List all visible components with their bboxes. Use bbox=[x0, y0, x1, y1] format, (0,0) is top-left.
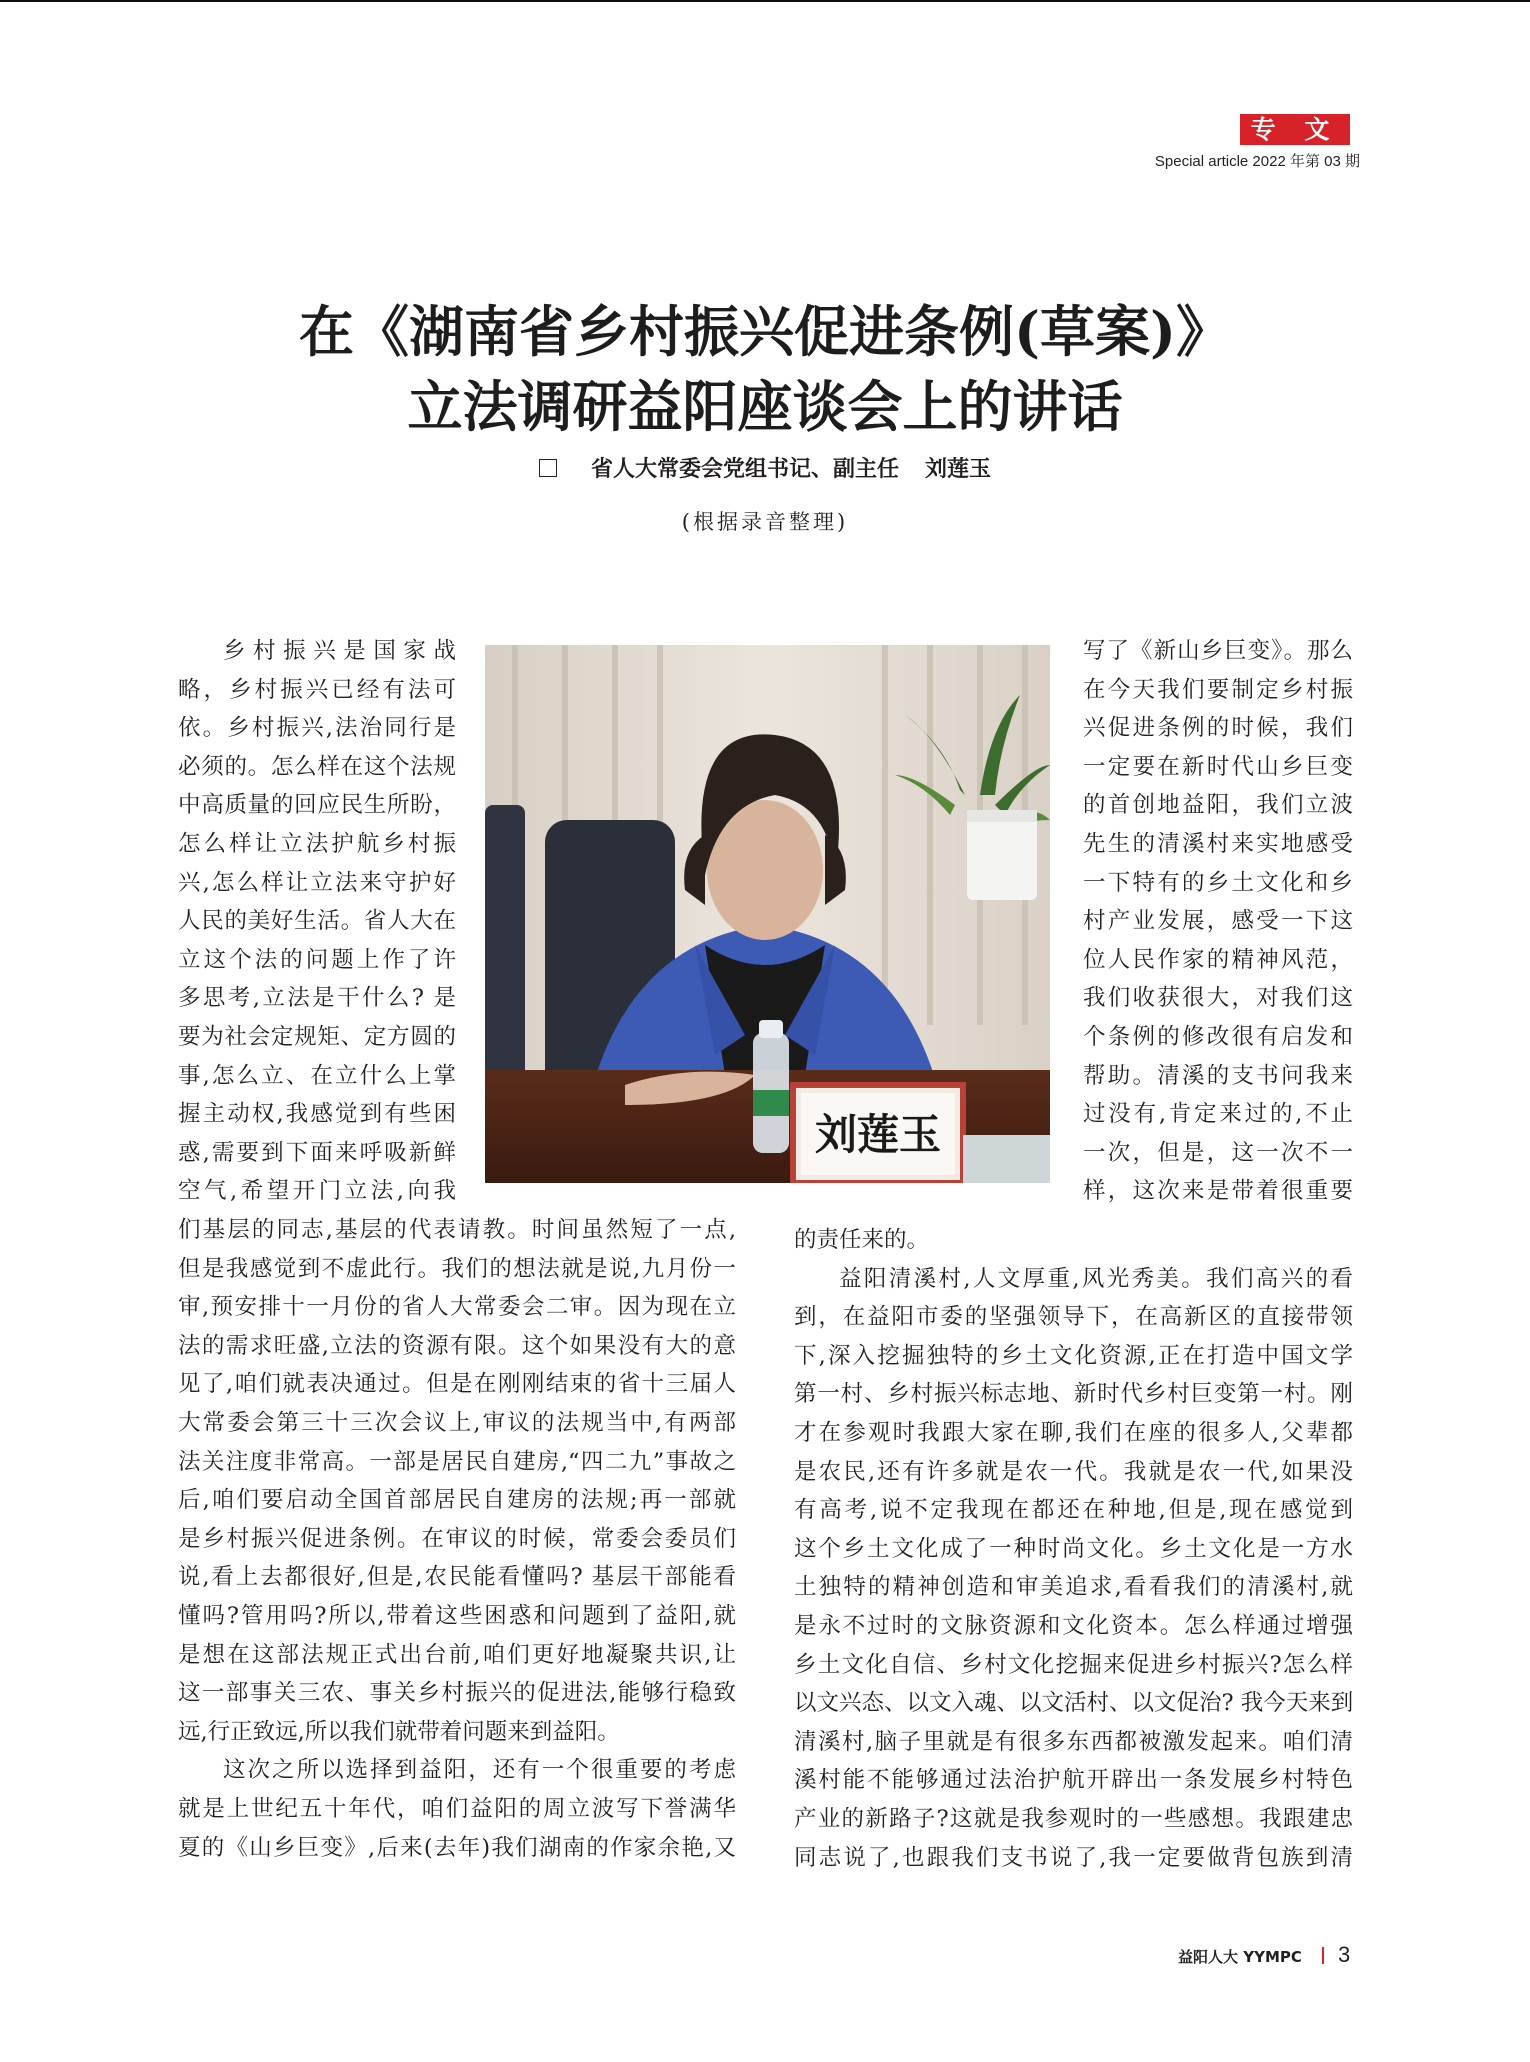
right-column-wrap bbox=[1083, 632, 1353, 1211]
text-line: 兴,怎么样让立法来守护好 bbox=[178, 869, 456, 896]
text-line: 一定要在新时代山乡巨变 bbox=[1083, 753, 1353, 780]
left-column-wrap bbox=[178, 632, 456, 1211]
author-byline bbox=[0, 452, 1530, 483]
text-line: 法关注度非常高。一部是居民自建房,“四二九”事故之 bbox=[178, 1448, 736, 1475]
text-line: 先生的清溪村来实地感受 bbox=[1083, 830, 1353, 857]
text-line: 个条例的修改很有启发和 bbox=[1083, 1023, 1353, 1050]
text-line: 溪村能不能够通过法治护航开辟出一条发展乡村特色 bbox=[794, 1767, 1353, 1794]
author-name: 刘莲玉 bbox=[925, 457, 992, 482]
text-line: 握主动权,我感觉到有些困 bbox=[178, 1101, 456, 1128]
text-line: 怎么样让立法护航乡村振 bbox=[178, 830, 456, 857]
text-line: 我们收获很大，对我们这 bbox=[1083, 985, 1353, 1012]
text-line: 就是上世纪五十年代，咱们益阳的周立波写下誉满华 bbox=[178, 1795, 736, 1822]
section-badge: 专 文 bbox=[1240, 114, 1350, 145]
text-line: 必须的。怎么样在这个法规 bbox=[178, 753, 456, 780]
text-line: 这次之所以选择到益阳，还有一个很重要的考虑 bbox=[223, 1757, 736, 1784]
text-line: 一次，但是，这一次不一 bbox=[1083, 1139, 1353, 1166]
text-line: 下,深入挖掘独特的乡土文化资源,正在打造中国文学 bbox=[794, 1342, 1353, 1369]
text-line: 村产业发展，感受一下这 bbox=[1083, 908, 1353, 935]
issue-line: Special article 2022 年第 03 期 bbox=[1154, 153, 1360, 170]
speaker-photo bbox=[485, 645, 1050, 1183]
text-line: 产业的新路子?这就是我参观时的一些感想。我跟建忠 bbox=[794, 1805, 1353, 1832]
text-line: 立这个法的问题上作了许 bbox=[178, 946, 456, 973]
text-line: 要为社会定规矩、定方圆的 bbox=[178, 1023, 456, 1050]
text-line: 是想在这部法规正式出台前,咱们更好地凝聚共识,让 bbox=[178, 1641, 736, 1668]
text-line: 是永不过时的文脉资源和文化资本。怎么样通过增强 bbox=[794, 1612, 1353, 1639]
text-line: 空气,希望开门立法,向我 bbox=[178, 1178, 456, 1205]
author-role: 省人大常委会党组书记、副主任 bbox=[590, 457, 899, 482]
text-line: 的首创地益阳，我们立波 bbox=[1083, 792, 1353, 819]
text-line: 兴促进条例的时候，我们 bbox=[1083, 715, 1353, 742]
article-title-line-2: 立法调研益阳座谈会上的讲话 bbox=[407, 374, 1123, 439]
text-line: 同志说了,也跟我们支书说了,我一定要做背包族到清 bbox=[794, 1844, 1353, 1871]
text-line: 以文兴态、以文入魂、以文活村、以文促治? 我今天来到 bbox=[794, 1690, 1354, 1717]
text-line: 这个乡土文化成了一种时尚文化。乡土文化是一方水 bbox=[794, 1535, 1353, 1562]
text-line: 依。乡村振兴,法治同行是 bbox=[178, 715, 456, 742]
text-line: 法的需求旺盛,立法的资源有限。这个如果没有大的意 bbox=[178, 1332, 736, 1359]
text-line: 样，这次来是带着很重要 bbox=[1083, 1178, 1353, 1205]
text-line: 远,行正致远,所以我们就带着问题来到益阳。 bbox=[178, 1718, 620, 1745]
text-line: 清溪村,脑子里就是有很多东西都被激发起来。咱们清 bbox=[794, 1728, 1353, 1755]
text-line: 见了,咱们就表决通过。但是在刚刚结束的省十三届人 bbox=[178, 1371, 736, 1398]
article-title-line-1: 在《湖南省乡村振兴促进条例(草案)》 bbox=[298, 299, 1232, 364]
text-line: 懂吗?管用吗?所以,带着这些困惑和问题到了益阳,就 bbox=[178, 1602, 736, 1629]
text-line: 乡土文化自信、乡村文化挖掘来促进乡村振兴?怎么样 bbox=[794, 1651, 1353, 1678]
text-line: 的责任来的。 bbox=[794, 1227, 930, 1253]
text-line: 这一部事关三农、事关乡村振兴的促进法,能够行稳致 bbox=[178, 1680, 736, 1707]
byline-box-icon bbox=[539, 459, 557, 477]
right-column-full bbox=[794, 1221, 1353, 1877]
text-line: 一下特有的乡土文化和乡 bbox=[1083, 869, 1353, 896]
text-line: 惑,需要到下面来呼吸新鲜 bbox=[178, 1139, 456, 1166]
text-line: 后,咱们要启动全国首部居民自建房的法规;再一部就 bbox=[178, 1487, 736, 1514]
transcript-note: (根据录音整理) bbox=[681, 510, 849, 534]
text-line: 到，在益阳市委的坚强领导下，在高新区的直接带领 bbox=[794, 1304, 1353, 1331]
text-line: 土独特的精神创造和审美追求,看看我们的清溪村,就 bbox=[794, 1574, 1353, 1601]
page-number: 3 bbox=[1338, 1942, 1351, 1967]
text-line: 才在参观时我跟大家在聊,我们在座的很多人,父辈都 bbox=[794, 1419, 1353, 1446]
text-line: 在今天我们要制定乡村振 bbox=[1083, 676, 1353, 703]
text-line: 乡村振兴是国家战 bbox=[223, 638, 456, 664]
footer-divider bbox=[1322, 1947, 1324, 1964]
text-line: 多思考,立法是干什么? 是 bbox=[178, 985, 456, 1012]
text-line: 帮助。清溪的支书问我来 bbox=[1083, 1062, 1353, 1089]
text-line: 说,看上去都很好,但是,农民能看懂吗? 基层干部能看 bbox=[178, 1564, 736, 1591]
text-line: 事,怎么立、在立什么上掌 bbox=[178, 1062, 456, 1089]
text-line: 是农民,还有许多就是农一代。我就是农一代,如果没 bbox=[794, 1458, 1353, 1485]
text-line: 但是我感觉到不虚此行。我们的想法就是说,九月份一 bbox=[178, 1255, 736, 1282]
page-footer bbox=[0, 1942, 1530, 1972]
left-column-full bbox=[178, 1211, 736, 1867]
text-line: 大常委会第三十三次会议上,审议的法规当中,有两部 bbox=[178, 1409, 736, 1436]
text-line: 审,预安排十一月份的省人大常委会二审。因为现在立 bbox=[178, 1294, 736, 1321]
text-line: 人民的美好生活。省人大在 bbox=[178, 908, 456, 935]
text-line: 夏的《山乡巨变》,后来(去年)我们湖南的作家余艳,又 bbox=[178, 1834, 736, 1861]
text-line: 第一村、乡村振兴标志地、新时代乡村巨变第一村。刚 bbox=[794, 1381, 1353, 1408]
text-line: 是乡村振兴促进条例。在审议的时候，常委会委员们 bbox=[178, 1525, 736, 1552]
text-line: 过没有,肯定来过的,不止 bbox=[1083, 1101, 1353, 1128]
text-line: 益阳清溪村,人文厚重,风光秀美。我们高兴的看 bbox=[839, 1265, 1353, 1292]
text-line: 略，乡村振兴已经有法可 bbox=[178, 676, 456, 703]
top-rule bbox=[0, 0, 1530, 2]
text-line: 位人民作家的精神风范， bbox=[1083, 946, 1353, 973]
footer-publication: 益阳人大 YYMPC bbox=[1178, 1948, 1302, 1966]
text-line: 中高质量的回应民生所盼， bbox=[178, 792, 456, 819]
text-line: 们基层的同志,基层的代表请教。时间虽然短了一点, bbox=[178, 1217, 736, 1243]
nameplate-text: 刘莲玉 bbox=[814, 1110, 942, 1159]
text-line: 有高考,说不定我现在都还在种地,但是,现在感觉到 bbox=[794, 1497, 1353, 1524]
text-line: 写了《新山乡巨变》。那么 bbox=[1083, 638, 1353, 664]
